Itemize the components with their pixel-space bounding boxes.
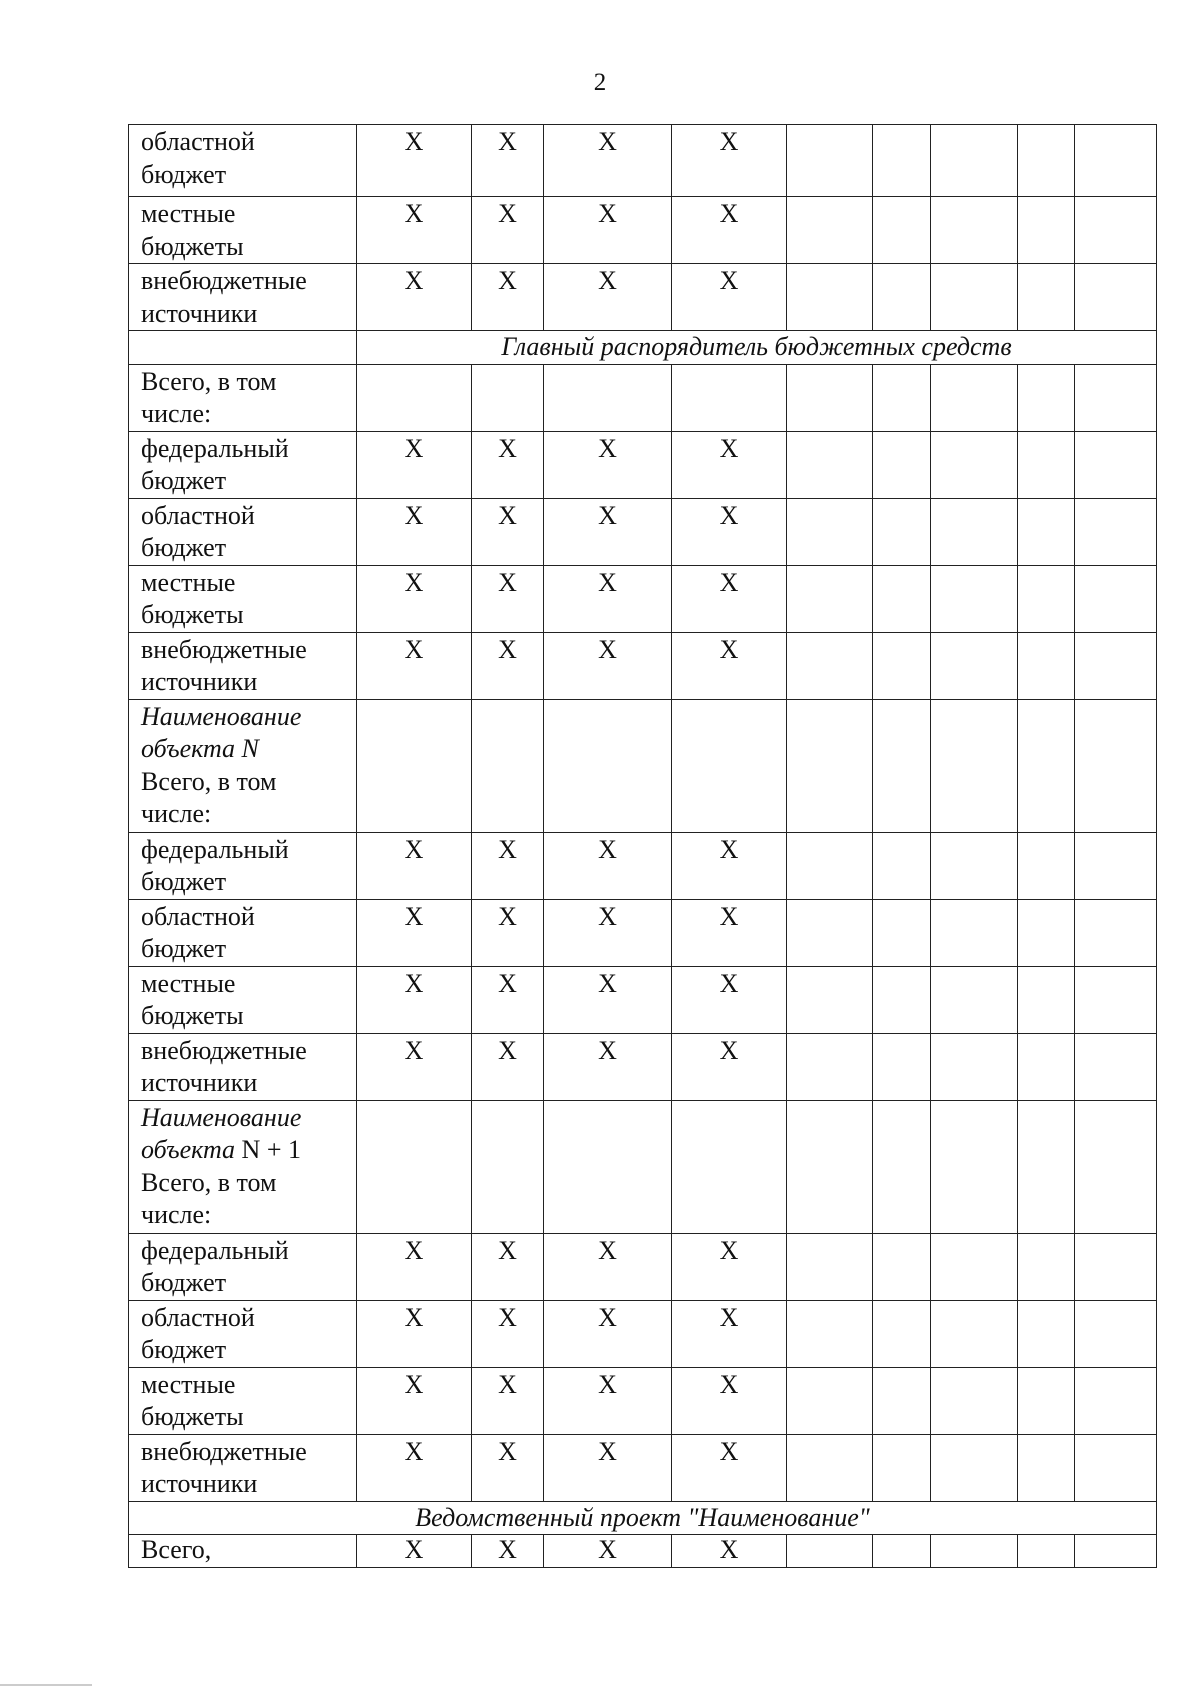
empty-cell — [787, 125, 873, 197]
x-mark: X — [357, 498, 472, 565]
x-mark: X — [672, 498, 787, 565]
x-mark: X — [544, 1033, 672, 1100]
empty-cell — [1018, 431, 1075, 498]
empty-cell — [931, 498, 1018, 565]
x-mark: X — [672, 1535, 787, 1568]
empty-cell — [787, 1367, 873, 1434]
empty-cell — [873, 699, 931, 832]
empty-cell — [129, 331, 357, 365]
empty-cell — [873, 431, 931, 498]
row-label-extrabudget: внебюджетные источники — [129, 264, 357, 331]
table-row — [129, 197, 1157, 264]
empty-cell — [873, 832, 931, 899]
empty-cell — [787, 1033, 873, 1100]
row-label-extrabudget: внебюджетные источники — [129, 632, 357, 699]
table-row — [129, 498, 1157, 565]
table-row — [129, 899, 1157, 966]
x-mark: X — [544, 1367, 672, 1434]
empty-cell — [931, 1434, 1018, 1501]
empty-cell — [1018, 197, 1075, 264]
x-mark: X — [357, 899, 472, 966]
x-mark: X — [357, 632, 472, 699]
row-label-local: местные бюджеты — [129, 966, 357, 1033]
row-label-federal: федеральный бюджет — [129, 431, 357, 498]
table-row — [129, 431, 1157, 498]
empty-cell — [931, 832, 1018, 899]
x-mark: X — [357, 197, 472, 264]
empty-cell — [931, 699, 1018, 832]
empty-cell — [931, 632, 1018, 699]
empty-cell — [787, 1100, 873, 1233]
x-mark: X — [472, 264, 544, 331]
x-mark: X — [672, 125, 787, 197]
empty-cell — [1075, 966, 1157, 1033]
empty-cell — [472, 364, 544, 431]
x-mark: X — [672, 1300, 787, 1367]
empty-cell — [873, 899, 931, 966]
empty-cell — [873, 264, 931, 331]
table-row — [129, 1535, 1157, 1568]
row-label-extrabudget: внебюджетные источники — [129, 1033, 357, 1100]
row-label-regional: областной бюджет — [129, 899, 357, 966]
row-label-total-short: Всего, — [129, 1535, 357, 1568]
empty-cell — [931, 1367, 1018, 1434]
x-mark: X — [544, 899, 672, 966]
empty-cell — [931, 264, 1018, 331]
empty-cell — [931, 364, 1018, 431]
table-row — [129, 832, 1157, 899]
x-mark: X — [357, 264, 472, 331]
empty-cell — [873, 966, 931, 1033]
empty-cell — [1075, 1100, 1157, 1233]
page-number: 2 — [593, 69, 607, 96]
table-row — [129, 264, 1157, 331]
empty-cell — [787, 498, 873, 565]
empty-cell — [1018, 264, 1075, 331]
empty-cell — [931, 1033, 1018, 1100]
empty-cell — [1075, 1367, 1157, 1434]
empty-cell — [544, 699, 672, 832]
row-label-object-n: Наименование объекта N Всего, в том числе: — [129, 699, 357, 832]
x-mark: X — [472, 125, 544, 197]
empty-cell — [873, 364, 931, 431]
empty-cell — [931, 1100, 1018, 1233]
empty-cell — [1075, 565, 1157, 632]
section-title-chief-administrator: Главный распорядитель бюджетных средств — [357, 331, 1157, 365]
empty-cell — [357, 1100, 472, 1233]
x-mark: X — [544, 498, 672, 565]
x-mark: X — [672, 832, 787, 899]
table-row — [129, 1233, 1157, 1300]
empty-cell — [787, 1233, 873, 1300]
row-label-local: местные бюджеты — [129, 197, 357, 264]
x-mark: X — [357, 1434, 472, 1501]
empty-cell — [1075, 1434, 1157, 1501]
row-label-local: местные бюджеты — [129, 565, 357, 632]
empty-cell — [873, 1434, 931, 1501]
x-mark: X — [672, 197, 787, 264]
empty-cell — [1018, 1367, 1075, 1434]
x-mark: X — [472, 1367, 544, 1434]
row-label-federal: федеральный бюджет — [129, 1233, 357, 1300]
table-row — [129, 1033, 1157, 1100]
empty-cell — [787, 1300, 873, 1367]
x-mark: X — [544, 1233, 672, 1300]
x-mark: X — [357, 966, 472, 1033]
empty-cell — [1018, 1033, 1075, 1100]
empty-cell — [931, 125, 1018, 197]
empty-cell — [787, 1535, 873, 1568]
empty-cell — [1075, 899, 1157, 966]
empty-cell — [931, 1535, 1018, 1568]
x-mark: X — [472, 832, 544, 899]
empty-cell — [1075, 832, 1157, 899]
x-mark: X — [472, 1300, 544, 1367]
x-mark: X — [472, 197, 544, 264]
section-title-departmental-project: Ведомственный проект "Наименование" — [129, 1501, 1157, 1535]
empty-cell — [787, 431, 873, 498]
x-mark: X — [472, 431, 544, 498]
empty-cell — [873, 1233, 931, 1300]
x-mark: X — [357, 431, 472, 498]
empty-cell — [931, 431, 1018, 498]
empty-cell — [1018, 364, 1075, 431]
x-mark: X — [544, 632, 672, 699]
empty-cell — [931, 565, 1018, 632]
x-mark: X — [472, 1535, 544, 1568]
empty-cell — [1018, 899, 1075, 966]
row-label-object-n-plus-1: Наименование объекта N + 1 Всего, в том числе: — [129, 1100, 357, 1233]
x-mark: X — [472, 966, 544, 1033]
empty-cell — [787, 1434, 873, 1501]
empty-cell — [1018, 1100, 1075, 1233]
row-label-regional: областной бюджет — [129, 498, 357, 565]
empty-cell — [873, 632, 931, 699]
x-mark: X — [472, 565, 544, 632]
x-mark: X — [472, 899, 544, 966]
x-mark: X — [357, 565, 472, 632]
empty-cell — [873, 197, 931, 264]
table-row — [129, 1367, 1157, 1434]
x-mark: X — [544, 197, 672, 264]
empty-cell — [1075, 1233, 1157, 1300]
x-mark: X — [357, 1367, 472, 1434]
table-row — [129, 699, 1157, 832]
x-mark: X — [672, 264, 787, 331]
empty-cell — [1075, 632, 1157, 699]
x-mark: X — [544, 966, 672, 1033]
empty-cell — [931, 899, 1018, 966]
x-mark: X — [672, 1233, 787, 1300]
row-label-federal: федеральный бюджет — [129, 832, 357, 899]
row-label-regional: областной бюджет — [129, 1300, 357, 1367]
budget-table — [128, 124, 1157, 1568]
empty-cell — [472, 1100, 544, 1233]
x-mark: X — [544, 565, 672, 632]
x-mark: X — [544, 431, 672, 498]
empty-cell — [1075, 431, 1157, 498]
table-row — [129, 364, 1157, 431]
row-label-local: местные бюджеты — [129, 1367, 357, 1434]
scan-artifact-line — [0, 1684, 92, 1686]
row-label-total: Всего, в том числе: — [129, 364, 357, 431]
empty-cell — [1075, 1033, 1157, 1100]
empty-cell — [873, 498, 931, 565]
empty-cell — [1018, 832, 1075, 899]
empty-cell — [1018, 1535, 1075, 1568]
empty-cell — [1075, 197, 1157, 264]
x-mark: X — [544, 1535, 672, 1568]
empty-cell — [787, 264, 873, 331]
x-mark: X — [357, 1300, 472, 1367]
empty-cell — [873, 565, 931, 632]
empty-cell — [357, 699, 472, 832]
empty-cell — [1018, 632, 1075, 699]
empty-cell — [1018, 966, 1075, 1033]
empty-cell — [1018, 125, 1075, 197]
empty-cell — [787, 832, 873, 899]
x-mark: X — [544, 832, 672, 899]
table-row — [129, 632, 1157, 699]
x-mark: X — [672, 632, 787, 699]
x-mark: X — [672, 565, 787, 632]
empty-cell — [931, 966, 1018, 1033]
empty-cell — [787, 632, 873, 699]
row-label-extrabudget: внебюджетные источники — [129, 1434, 357, 1501]
row-label-regional: областной бюджет — [129, 125, 357, 197]
table-row — [129, 1100, 1157, 1233]
empty-cell — [931, 197, 1018, 264]
x-mark: X — [357, 125, 472, 197]
empty-cell — [873, 1300, 931, 1367]
empty-cell — [1018, 498, 1075, 565]
x-mark: X — [357, 1233, 472, 1300]
empty-cell — [672, 364, 787, 431]
empty-cell — [472, 699, 544, 832]
table-row — [129, 1434, 1157, 1501]
table-row — [129, 1300, 1157, 1367]
x-mark: X — [672, 966, 787, 1033]
empty-cell — [1075, 1300, 1157, 1367]
empty-cell — [873, 125, 931, 197]
x-mark: X — [544, 1434, 672, 1501]
empty-cell — [873, 1367, 931, 1434]
x-mark: X — [672, 431, 787, 498]
empty-cell — [787, 364, 873, 431]
x-mark: X — [544, 125, 672, 197]
x-mark: X — [672, 899, 787, 966]
empty-cell — [544, 1100, 672, 1233]
empty-cell — [787, 699, 873, 832]
x-mark: X — [357, 1033, 472, 1100]
x-mark: X — [472, 632, 544, 699]
table-row — [129, 565, 1157, 632]
x-mark: X — [672, 1434, 787, 1501]
empty-cell — [787, 966, 873, 1033]
empty-cell — [1018, 565, 1075, 632]
empty-cell — [1018, 699, 1075, 832]
empty-cell — [1075, 1535, 1157, 1568]
empty-cell — [672, 699, 787, 832]
empty-cell — [1018, 1300, 1075, 1367]
empty-cell — [357, 364, 472, 431]
x-mark: X — [672, 1033, 787, 1100]
empty-cell — [1075, 125, 1157, 197]
empty-cell — [1075, 699, 1157, 832]
section-row — [129, 331, 1157, 365]
empty-cell — [1075, 498, 1157, 565]
x-mark: X — [544, 1300, 672, 1367]
x-mark: X — [472, 498, 544, 565]
empty-cell — [873, 1033, 931, 1100]
x-mark: X — [472, 1033, 544, 1100]
empty-cell — [1075, 364, 1157, 431]
table-row — [129, 966, 1157, 1033]
empty-cell — [931, 1300, 1018, 1367]
table-row — [129, 125, 1157, 197]
x-mark: X — [472, 1233, 544, 1300]
empty-cell — [1018, 1434, 1075, 1501]
x-mark: X — [472, 1434, 544, 1501]
section-row — [129, 1501, 1157, 1535]
empty-cell — [787, 565, 873, 632]
empty-cell — [787, 197, 873, 264]
x-mark: X — [672, 1367, 787, 1434]
empty-cell — [873, 1535, 931, 1568]
x-mark: X — [357, 1535, 472, 1568]
empty-cell — [672, 1100, 787, 1233]
empty-cell — [787, 899, 873, 966]
empty-cell — [873, 1100, 931, 1233]
empty-cell — [544, 364, 672, 431]
empty-cell — [1075, 264, 1157, 331]
x-mark: X — [544, 264, 672, 331]
x-mark: X — [357, 832, 472, 899]
empty-cell — [1018, 1233, 1075, 1300]
empty-cell — [931, 1233, 1018, 1300]
